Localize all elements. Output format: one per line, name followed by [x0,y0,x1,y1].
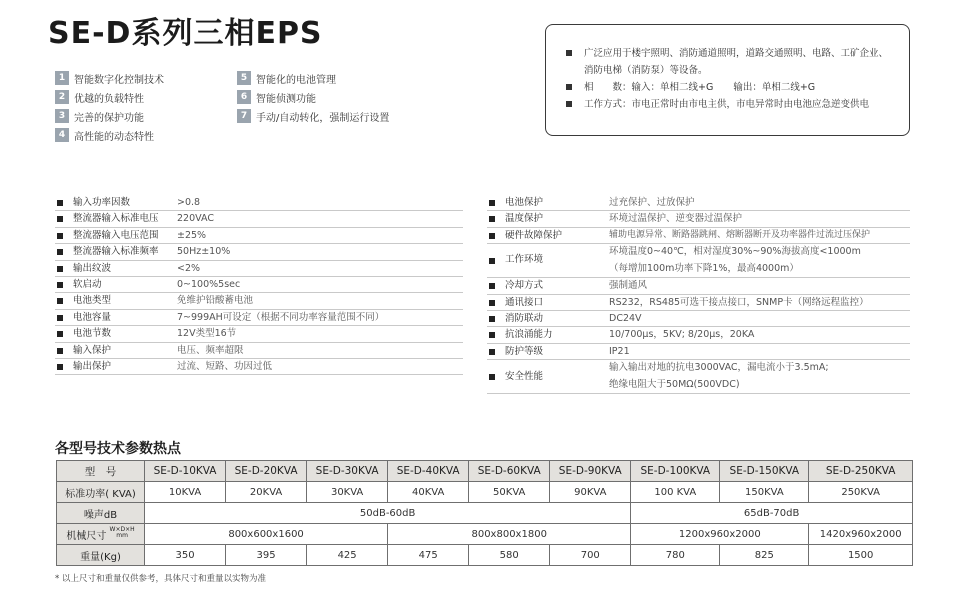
spec-key: 电池容量 [73,311,112,323]
spec-key: 工作环境 [505,254,544,266]
bullet-icon [489,316,495,322]
spec-row [55,310,463,326]
bullet-icon [489,216,495,222]
spec-value: >0.8 [177,197,201,208]
spec-value: IP21 [609,345,630,357]
section-title: 各型号技术参数热点 [55,441,181,457]
feature-item [237,108,389,124]
feature-item [55,70,164,86]
spec-value: 免维护铅酸蓄电池 [177,295,254,307]
table-cell: 395 [226,545,307,566]
table-row [57,503,913,524]
size-dims-label: W×D×H [109,525,135,533]
table-cell: 700 [550,545,631,566]
table-cell: 800x800x1800 [388,524,631,545]
spec-key: 电池节数 [73,328,112,340]
size-unit-label: mm [116,531,128,539]
spec-list-left [55,195,463,375]
feature-item [55,127,154,143]
spec-key: 消防联动 [505,313,544,325]
feature-number: 5 [237,71,251,85]
spec-key: 安全性能 [505,370,544,382]
spec-value: 过流、短路、功因过低 [177,361,273,373]
table-cell: 1500 [809,545,913,566]
table-cell: 40KVA [388,482,469,503]
bullet-icon [57,233,63,239]
table-cell: 50KVA [469,482,550,503]
feature-number: 3 [55,109,69,123]
info-phase [566,79,897,96]
bullet-icon [57,249,63,255]
feature-text: 高性能的动态特性 [74,131,154,143]
spec-key: 输入保护 [73,344,112,356]
bullet-icon [57,315,63,321]
model-name: SE-D-90KVA [550,461,631,482]
spec-value: 输入输出对地的抗电3000VAC，漏电流小于3.5mA; [609,362,829,374]
spec-row [55,293,463,309]
table-cell: 425 [307,545,388,566]
bullet-icon [489,300,495,306]
bullet-icon [489,200,495,206]
row-label: 噪声dB [57,503,145,524]
table-cell: 475 [388,545,469,566]
spec-value: 环境过温保护、逆变器过温保护 [609,213,743,225]
spec-row [55,277,463,293]
bullet-icon [489,349,495,355]
spec-row [55,211,463,227]
spec-value: 过充保护、过放保护 [609,197,695,208]
application-info-box [545,24,910,136]
spec-key: 整流器输入标准电压 [73,213,159,225]
spec-row [487,244,910,278]
info-application-line1: 广泛应用于楼宇照明、消防通道照明，道路交通照明、电路、工矿企业、 [584,48,889,59]
table-cell: 1420x960x2000 [809,524,913,545]
bullet-icon [57,266,63,272]
spec-key: 输出保护 [73,361,112,373]
spec-key: 抗浪涌能力 [505,329,553,341]
table-cell: 150KVA [720,482,809,503]
feature-number: 4 [55,128,69,142]
table-cell: 100 KVA [631,482,720,503]
model-name: SE-D-100KVA [631,461,720,482]
spec-value: 辅助电源异常、断路器跳闸、熔断器断开及功率器件过流过压保护 [609,229,871,240]
bullet-icon [566,50,572,56]
bullet-icon [489,332,495,338]
footnote: * 以上尺寸和重量仅供参考，具体尺寸和重量以实物为准 [55,574,266,584]
bullet-icon [57,331,63,337]
spec-key: 整流器输入标准频率 [73,246,159,258]
spec-key: 通讯接口 [505,296,544,308]
spec-key: 防护等级 [505,345,544,357]
model-name: SE-D-250KVA [809,461,913,482]
info-phase-input: 输入：单相二线+G [631,82,714,93]
feature-item [55,89,144,105]
spec-value: 12V类型16节 [177,328,237,340]
feature-list [55,70,515,150]
bullet-icon [57,364,63,370]
bullet-icon [489,283,495,289]
spec-row [487,228,910,244]
spec-row [487,327,910,343]
table-cell: 10KVA [145,482,226,503]
spec-key: 硬件故障保护 [505,229,563,241]
spec-value: RS232，RS485可选干接点接口，SNMP卡（网络远程监控） [609,296,869,308]
spec-row [55,261,463,277]
bullet-icon [57,200,63,206]
table-cell: 825 [720,545,809,566]
spec-row [55,343,463,359]
feature-text: 完善的保护功能 [74,112,144,124]
table-cell: 50dB-60dB [145,503,631,524]
feature-item [237,70,336,86]
spec-key: 软启动 [73,279,102,291]
spec-row [487,295,910,311]
spec-row [487,278,910,294]
model-spec-table [56,460,913,566]
spec-value: 环境温度0~40℃，相对湿度30%~90%海拔高度<1000m [609,246,861,258]
spec-row [55,326,463,342]
table-cell: 780 [631,545,720,566]
table-cell: 800x600x1600 [145,524,388,545]
spec-value: ±25% [177,229,207,241]
table-cell: 30KVA [307,482,388,503]
bullet-icon [489,258,495,264]
spec-row [55,228,463,244]
spec-value: 10/700μs，5KV; 8/20μs，20KA [609,329,755,341]
bullet-icon [57,216,63,222]
table-row [57,482,913,503]
feature-item [55,108,144,124]
spec-key: 冷却方式 [505,280,544,292]
table-cell: 250KVA [809,482,913,503]
spec-list-right [487,195,910,394]
bullet-icon [566,101,572,107]
spec-value: 0~100%5sec [177,279,241,291]
spec-key: 输出纹波 [73,262,112,274]
info-phase-output: 输出：单相二线+G [733,82,816,93]
spec-row [487,360,910,394]
table-cell: 1200x960x2000 [631,524,809,545]
feature-text: 智能数字化控制技术 [74,74,164,86]
feature-number: 1 [55,71,69,85]
spec-key: 电池类型 [73,295,112,307]
spec-key: 输入功率因数 [73,197,131,208]
table-row [57,524,913,545]
feature-item [237,89,316,105]
bullet-icon [566,84,572,90]
feature-number: 2 [55,90,69,104]
row-label: 型 号 [57,461,145,482]
feature-text: 智能侦测功能 [256,93,316,105]
feature-text: 优越的负载特性 [74,93,144,105]
model-name: SE-D-40KVA [388,461,469,482]
info-application [566,45,897,79]
model-name: SE-D-30KVA [307,461,388,482]
spec-value-line2: （每增加100m功率下降1%，最高4000m） [609,262,799,274]
spec-key: 整流器输入电压范围 [73,229,159,241]
info-phase-label: 相 数： [584,82,632,93]
feature-text: 手动/自动转化，强制运行设置 [256,112,390,124]
table-cell: 65dB-70dB [631,503,913,524]
size-label: 机械尺寸 [66,530,107,542]
spec-key: 温度保护 [505,213,544,225]
info-application-line2: 消防电梯（消防泵）等设备。 [584,65,708,76]
table-row [57,545,913,566]
table-cell: 580 [469,545,550,566]
spec-value: DC24V [609,313,642,325]
spec-value: 强制通风 [609,280,648,292]
info-work-mode-text: 工作方式：市电正常时由市电主供，市电异常时由电池应急逆变供电 [584,99,870,110]
spec-row [487,195,910,211]
spec-value: 50Hz±10% [177,246,231,258]
spec-row [487,344,910,360]
model-name: SE-D-10KVA [145,461,226,482]
model-name: SE-D-60KVA [469,461,550,482]
row-label: 重量(Kg) [57,545,145,566]
spec-value: <2% [177,262,201,274]
spec-value-line2: 绝缘电阻大于50MΩ(500VDC) [609,378,740,390]
feature-number: 6 [237,90,251,104]
spec-row [487,211,910,227]
model-name: SE-D-150KVA [720,461,809,482]
row-label: 标准功率( KVA) [57,482,145,503]
model-name: SE-D-20KVA [226,461,307,482]
spec-row [55,244,463,260]
bullet-icon [489,374,495,380]
bullet-icon [57,348,63,354]
spec-row [55,195,463,211]
info-work-mode [566,96,897,113]
feature-text: 智能化的电池管理 [256,74,336,86]
spec-value: 7~999AH可设定（根据不同功率容量范围不同） [177,311,385,323]
spec-row [487,311,910,327]
page-title: SE-D系列三相EPS [48,16,323,51]
spec-key: 电池保护 [505,197,544,208]
spec-row [55,359,463,375]
spec-value: 220VAC [177,213,214,225]
spec-value: 电压、频率超限 [177,344,244,356]
row-label [57,524,145,545]
table-header-row [57,461,913,482]
bullet-icon [57,298,63,304]
table-cell: 350 [145,545,226,566]
table-cell: 90KVA [550,482,631,503]
bullet-icon [489,233,495,239]
bullet-icon [57,282,63,288]
feature-number: 7 [237,109,251,123]
table-cell: 20KVA [226,482,307,503]
